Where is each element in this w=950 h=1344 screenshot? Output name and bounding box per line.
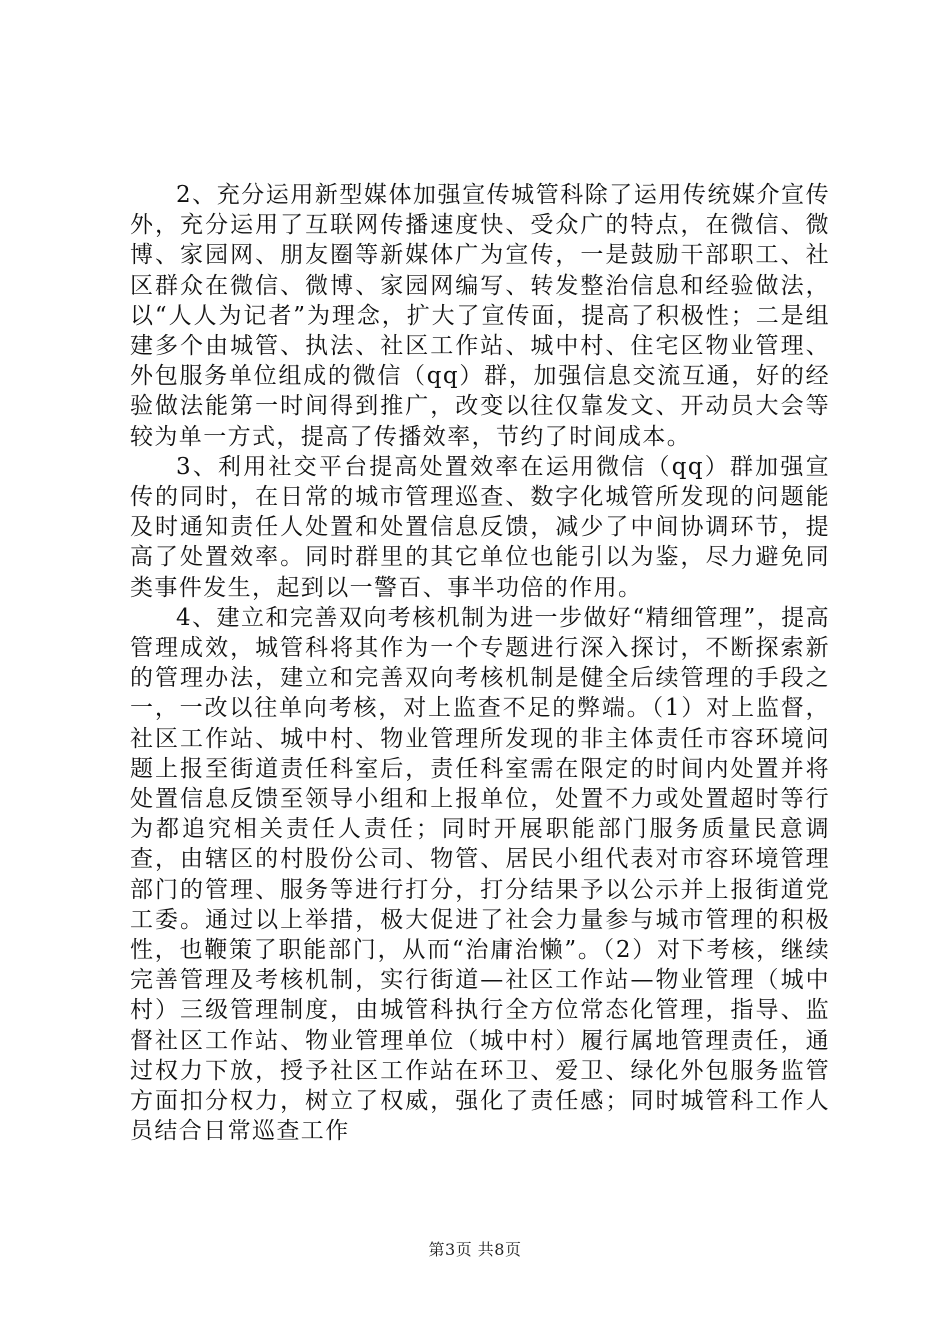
- paragraph-4: 4、建立和完善双向考核机制为进一步做好“精细管理”，提高管理成效，城管科将其作为一个专题进行深入探讨，不断探索新的管理办法，建立和完善双向考核机制是健全后续管理的手段之一，一改以往单向考核，对上监查不足的弊端。（1）对上监督，社区工作站、城中村、物业管理所发现的非主体责任市容环境问题上报至街道责任科室后，责任科室需在限定的时间内处置并将处置信息反馈至领导小组和上报单位，处置不力或处置超时等行为都追究相关责任人责任；同时开展职能部门服务质量民意调查，由辖区的村股份公司、物管、居民小组代表对市容环境管理部门的管理、服务等进行打分，打分结果予以公示并上报街道党工委。通过以上举措，极大促进了社会力量参与城市管理的积极性，也鞭策了职能部门，从而“治庸治懒”。（2）对下考核，继续完善管理及考核机制，实行街道—社区工作站—物业管理（城中村）三级管理制度，由城管科执行全方位常态化管理，指导、监督社区工作站、物业管理单位（城中村）履行属地管理责任，通过权力下放，授予社区工作站在环卫、爱卫、绿化外包服务监管方面扣分权力，树立了权威，强化了责任感；同时城管科工作人员结合日常巡查工作: [130, 604, 830, 1145]
- page-number-footer: 第3页 共8页: [428, 1240, 522, 1259]
- paragraph-2: 2、充分运用新型媒体加强宣传城管科除了运用传统媒介宣传外，充分运用了互联网传播速度快、受众广的特点，在微信、微博、家园网、朋友圈等新媒体广为宣传，一是鼓励干部职工、社区群众在微信、微博、家园网编写、转发整治信息和经验做法，以“人人为记者”为理念，扩大了宣传面，提高了积极性；二是组建多个由城管、执法、社区工作站、城中村、住宅区物业管理、外包服务单位组成的微信（qq）群，加强信息交流互通，好的经验做法能第一时间得到推广，改变以往仅靠发文、开动员大会等较为单一方式，提高了传播效率，节约了时间成本。: [130, 182, 830, 450]
- document-body: [130, 180, 830, 1147]
- paragraph-3: 3、利用社交平台提高处置效率在运用微信（qq）群加强宣传的同时，在日常的城市管理巡查、数字化城管所发现的问题能及时通知责任人处置和处置信息反馈，减少了中间协调环节，提高了处置效率。同时群里的其它单位也能引以为鉴，尽力避免同类事件发生，起到以一警百、事半功倍的作用。: [130, 453, 830, 601]
